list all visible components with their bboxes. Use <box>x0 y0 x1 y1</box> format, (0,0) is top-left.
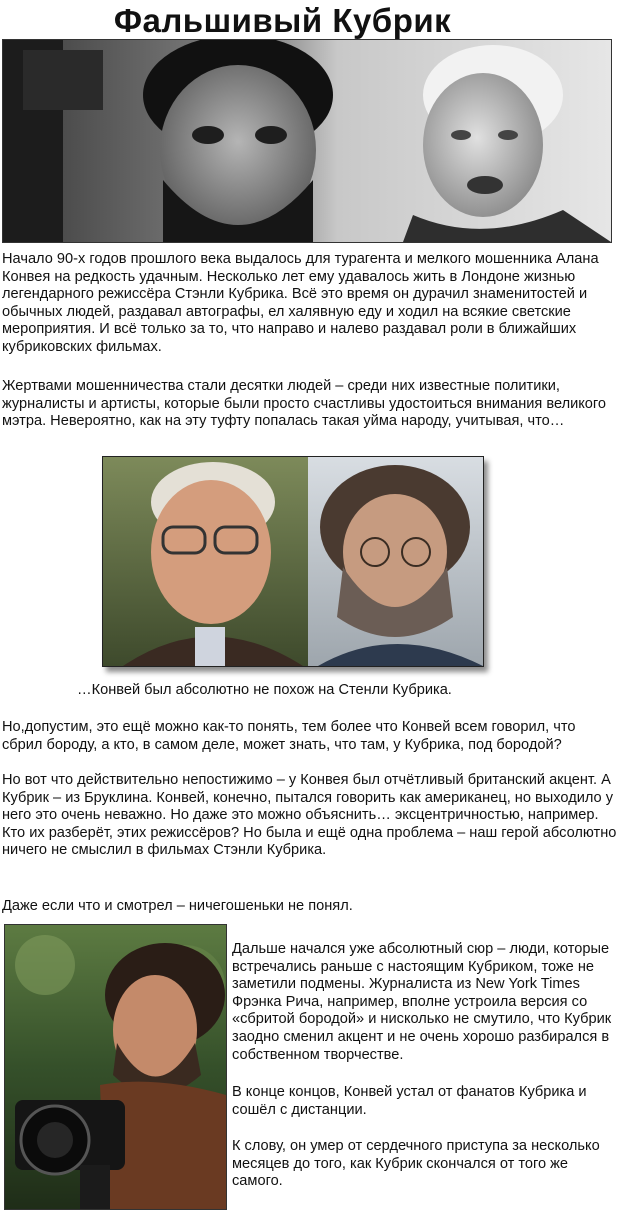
paragraph-death: К слову, он умер от сердечного приступа за несколько месяцев до того, как Кубрик скончался от того же самого. <box>232 1138 600 1190</box>
paragraph-surreal: Дальше начался уже абсолютный сюр – люди, которые встречались раньше с настоящим Кубриком, тоже не заметили подмены. Журналиста из New York Times Фрэнка Рича, например, вполне устроила версия со «сбритой бородой» и нисколько не смутило, что Кубрик заодно сменил акцент и не очень хорошо разбирался в собственном творчестве. <box>232 941 612 1063</box>
paragraph-beard: Но,допустим, это ещё можно как-то понять, тем более что Конвей всем говорил, что сбрил бороду, а кто, в самом деле, может знать, что там, у Кубрика, под бородой? <box>2 719 576 753</box>
kubrick-with-camera-photo <box>4 924 227 1210</box>
paragraph-intro: Начало 90-х годов прошлого века выдалось для турагента и мелкого мошенника Алана Конвея на редкость удачным. Несколько лет ему удавалось жить в Лондоне жизнью легендарного режиссёра Стэнли Кубрика. Всё это время он дурачил знаменитостей и обычных людей, раздавал автографы, ел халявную еду и ходил на всякие светские мероприятия. И всё только за то, что направо и налево раздавал роли в ближайших кубриковских фильмах. <box>2 251 599 355</box>
paragraph-watched: Даже если что и смотрел – ничегошеньки не понял. <box>2 898 353 914</box>
paragraph-tired: В конце концов, Конвей устал от фанатов Кубрика и сошёл с дистанции. <box>232 1084 587 1118</box>
photo-caption: …Конвей был абсолютно не похож на Стенли Кубрика. <box>77 682 452 698</box>
paragraph-accent: Но вот что действительно непостижимо – у Конвея был отчётливый британский акцент. А Кубрик – из Бруклина. Конвей, конечно, пытался говорить как американец, но выходило у него это очень неважно. Но даже это можно объяснить… эксцентричностью, например. Кто их разберёт, этих режиссёров? Но была и ещё одна проблема – наш герой абсолютно ничего не смыслил в фильмах Стэнли Кубрика. <box>2 772 617 859</box>
paragraph-victims: Жертвами мошенничества стали десятки людей – среди них известные политики, журналисты и артисты, которые были просто счастливы удостоиться внимания великого мэтра. Невероятно, как на эту туфту попалась такая уйма народу, учитывая, что… <box>2 378 607 430</box>
kubrick-conway-bw-photo <box>2 39 612 243</box>
article-title: Фальшивый Кубрик <box>113 2 452 39</box>
conway-vs-kubrick-color-photo <box>102 456 484 667</box>
